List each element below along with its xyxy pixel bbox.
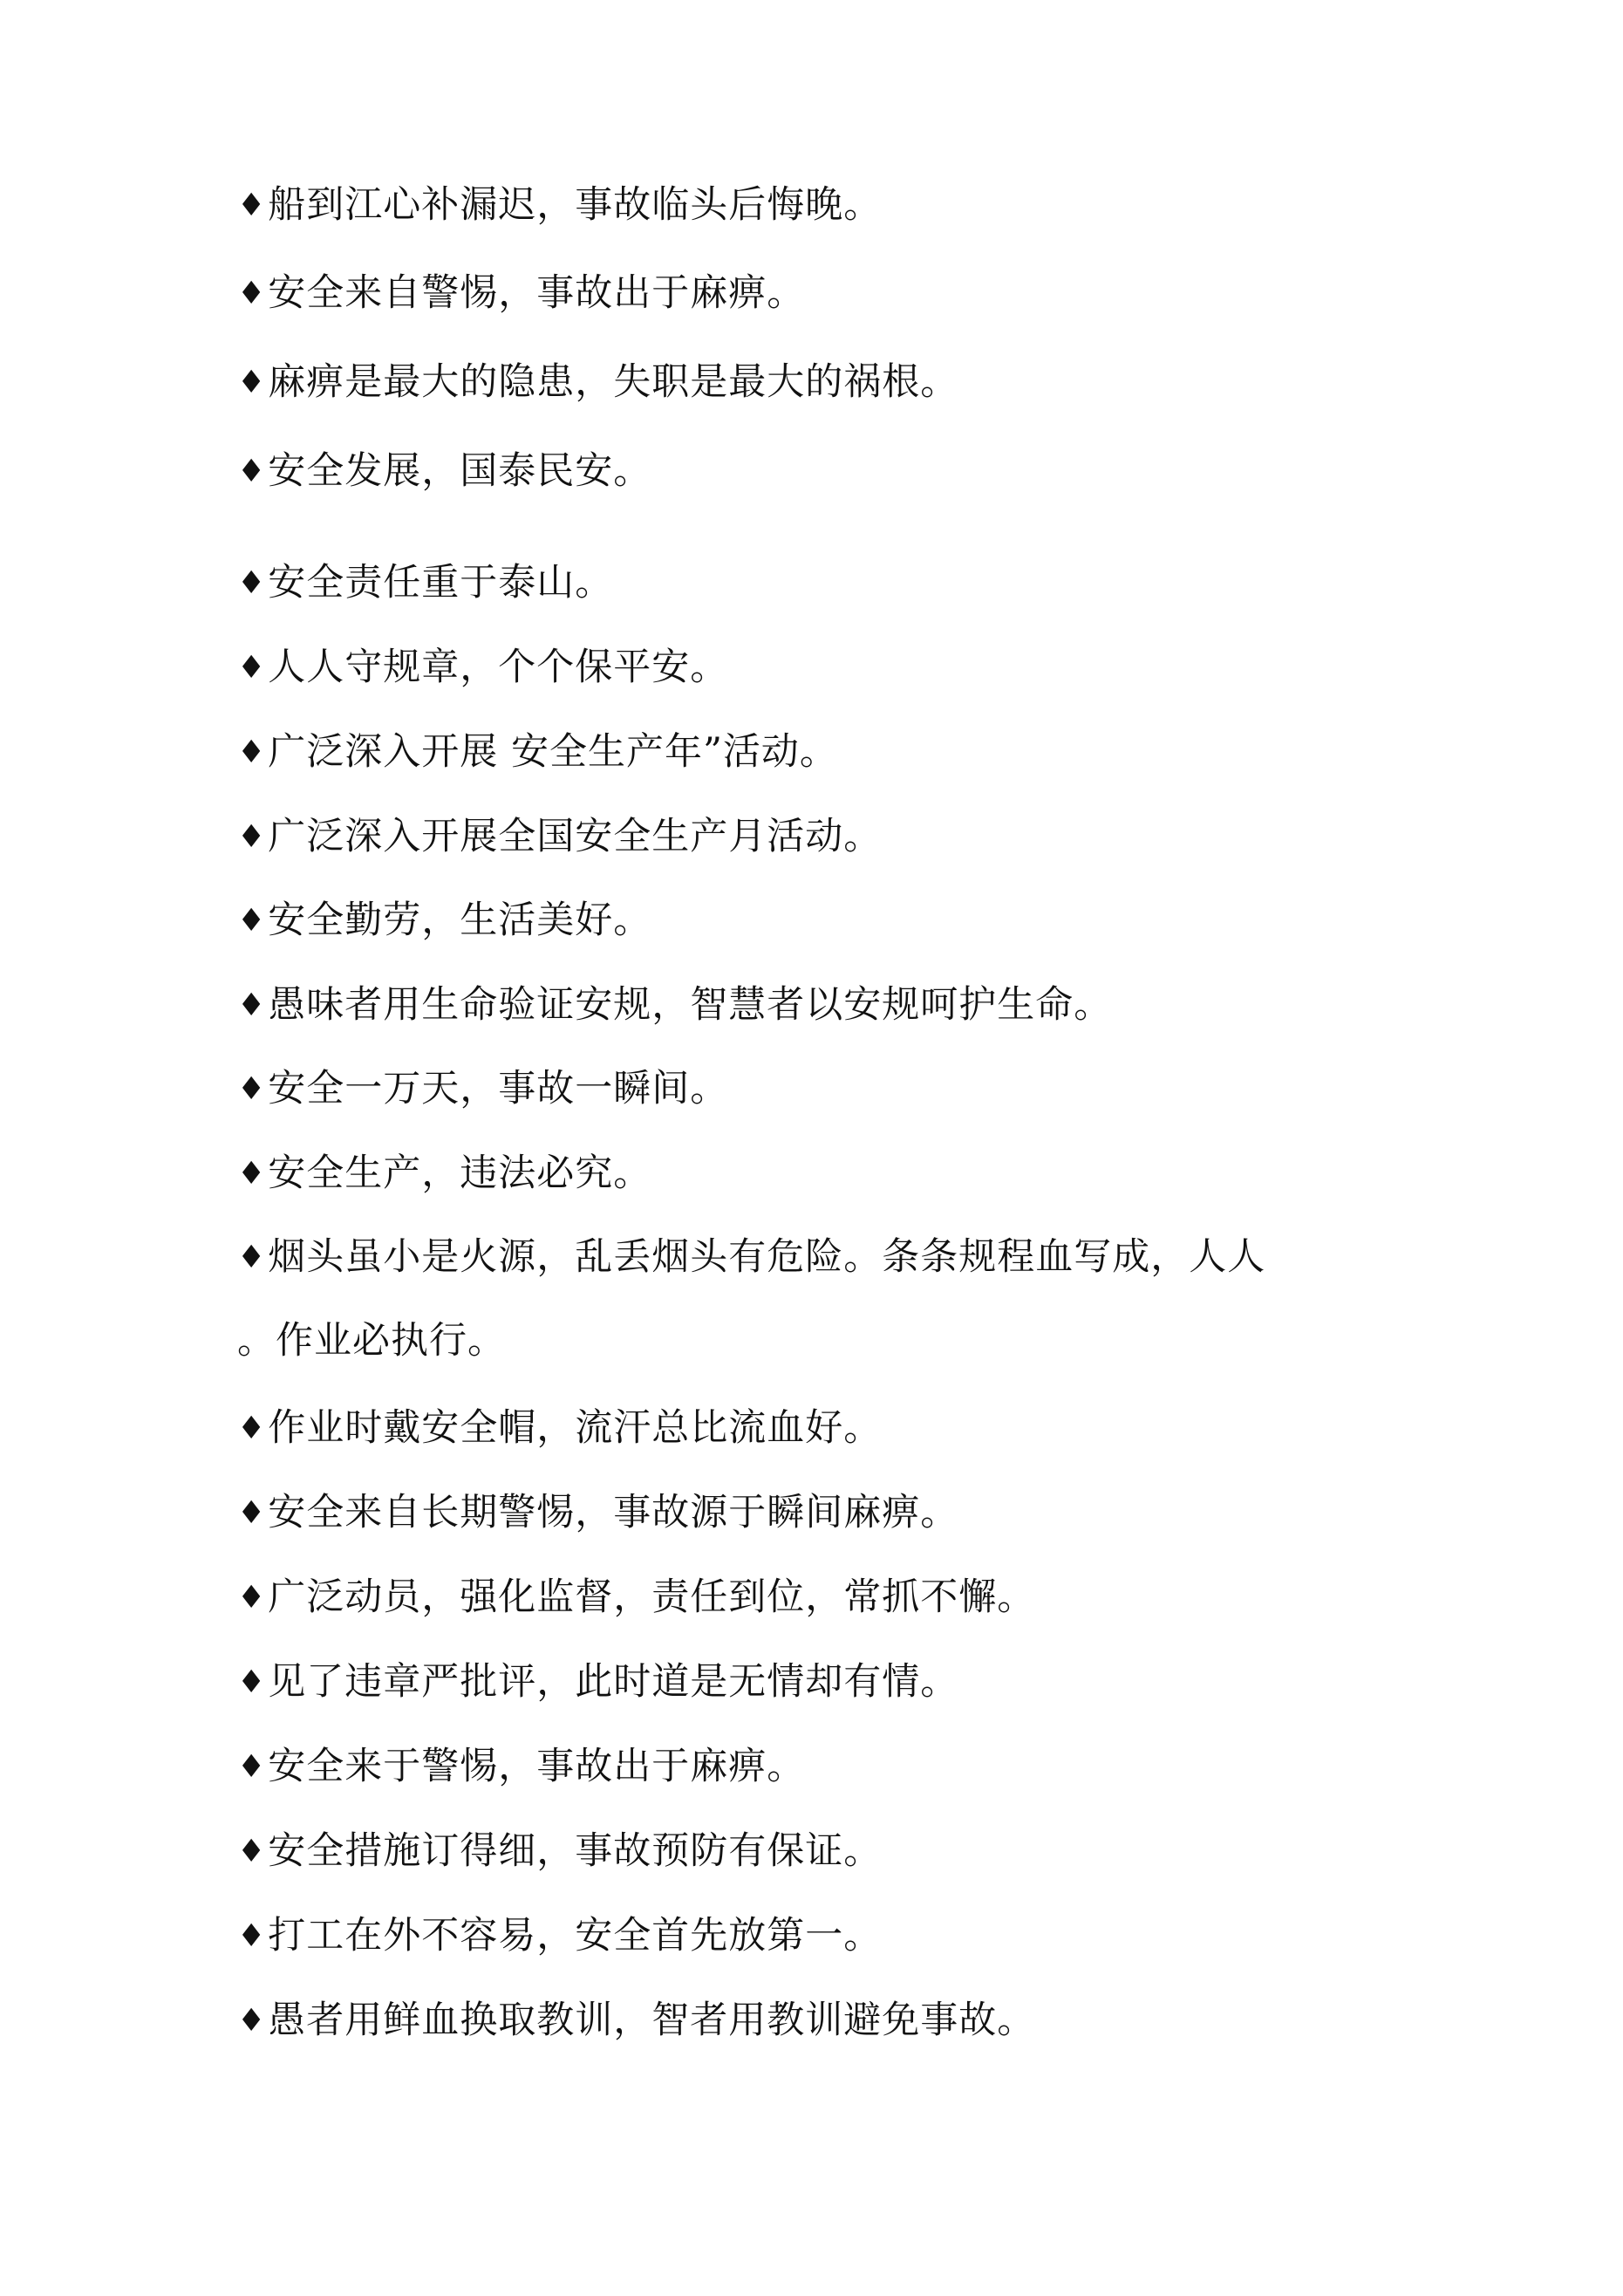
diamond-bullet-icon: ♦ bbox=[237, 735, 267, 770]
diamond-bullet-icon: ♦ bbox=[237, 1240, 267, 1275]
list-item bbox=[237, 267, 805, 320]
list-item-text: 打工在外不容易，安全首先放第一。 bbox=[268, 1914, 883, 1958]
list-item bbox=[237, 1656, 958, 1709]
list-item-text: 安全来自长期警惕，事故源于瞬间麻痹。 bbox=[268, 1491, 959, 1534]
diamond-bullet-icon: ♦ bbox=[237, 1495, 267, 1531]
list-item-text: 。作业必执行。 bbox=[237, 1319, 506, 1363]
diamond-bullet-icon: ♦ bbox=[237, 1411, 267, 1446]
list-item bbox=[237, 1063, 728, 1116]
diamond-bullet-icon: ♦ bbox=[237, 2003, 267, 2039]
list-item-text: 麻痹是最大的隐患，失职是最大的祸根。 bbox=[268, 360, 959, 404]
list-item bbox=[237, 641, 728, 694]
list-item-text: 作业时戴安全帽，流汗总比流血好。 bbox=[268, 1406, 883, 1450]
list-item-text: 安全发展，国泰民安。 bbox=[268, 449, 652, 493]
list-item-text: 安全一万天，事故一瞬间。 bbox=[268, 1067, 729, 1110]
list-item-text: 广泛深入开展 安全生产年”活动。 bbox=[268, 730, 838, 774]
diamond-bullet-icon: ♦ bbox=[237, 1834, 267, 1869]
list-item bbox=[237, 979, 1112, 1032]
list-item bbox=[237, 1486, 958, 1540]
list-item-text: 安全勤劳，生活美好。 bbox=[268, 899, 652, 942]
list-item bbox=[237, 1910, 882, 1963]
diamond-bullet-icon: ♦ bbox=[237, 1749, 267, 1785]
list-item bbox=[237, 1994, 1035, 2047]
list-item bbox=[237, 1231, 1265, 1284]
diamond-bullet-icon: ♦ bbox=[237, 819, 267, 855]
list-item bbox=[237, 1571, 1035, 1624]
list-item-text: 广泛深入开展全国安全生产月活动。 bbox=[268, 815, 883, 858]
diamond-bullet-icon: ♦ bbox=[237, 365, 267, 400]
list-item bbox=[237, 1147, 651, 1200]
diamond-bullet-icon: ♦ bbox=[237, 903, 267, 939]
diamond-bullet-icon: ♦ bbox=[237, 1071, 267, 1107]
diamond-bullet-icon: ♦ bbox=[237, 1156, 267, 1192]
list-item bbox=[237, 179, 882, 232]
diamond-bullet-icon: ♦ bbox=[237, 1664, 267, 1700]
diamond-bullet-icon: ♦ bbox=[237, 1918, 267, 1954]
list-item-text: 安全来自警惕，事故出于麻痹。 bbox=[268, 271, 806, 315]
list-item bbox=[237, 1825, 882, 1878]
list-item-text: 人人守规章，个个保平安。 bbox=[268, 646, 729, 689]
list-item bbox=[237, 445, 651, 498]
list-item-text: 烟头虽小是火源，乱丢烟头有危险。条条规程血写成，人人 bbox=[268, 1235, 1266, 1279]
diamond-bullet-icon: ♦ bbox=[237, 650, 267, 686]
list-item-text: 安全来于警惕，事故出于麻痹。 bbox=[268, 1745, 806, 1788]
diamond-bullet-icon: ♦ bbox=[237, 188, 267, 223]
list-item bbox=[237, 726, 838, 779]
list-item bbox=[237, 810, 882, 864]
diamond-bullet-icon: ♦ bbox=[237, 276, 267, 311]
list-item bbox=[237, 1740, 805, 1794]
list-item-continuation bbox=[237, 1315, 506, 1367]
list-item bbox=[237, 894, 651, 947]
list-item-text: 安全措施订得细，事故预防有保证。 bbox=[268, 1829, 883, 1873]
list-item-text: 愚味者用生命验证安规，智慧者以安规呵护生命。 bbox=[268, 983, 1113, 1027]
list-item bbox=[237, 356, 958, 409]
list-item-text: 见了违章严批评，此时道是无情却有情。 bbox=[268, 1660, 959, 1704]
list-item-text: 愚者用鲜血换取教训，智者用教训避免事故。 bbox=[268, 1999, 1036, 2042]
diamond-bullet-icon: ♦ bbox=[237, 987, 267, 1023]
list-item-text: 安全责任重于泰山。 bbox=[268, 561, 614, 605]
diamond-bullet-icon: ♦ bbox=[237, 1580, 267, 1616]
diamond-bullet-icon: ♦ bbox=[237, 454, 267, 489]
diamond-bullet-icon: ♦ bbox=[237, 565, 267, 601]
list-item bbox=[237, 557, 613, 610]
list-item-text: 广泛动员，强化监督，责任到位，常抓不懈。 bbox=[268, 1575, 1036, 1619]
list-item-text: 船到江心补漏迟，事故临头后悔晚。 bbox=[268, 183, 883, 227]
list-item-text: 安全生产，违法必究。 bbox=[268, 1151, 652, 1195]
list-item bbox=[237, 1402, 882, 1455]
